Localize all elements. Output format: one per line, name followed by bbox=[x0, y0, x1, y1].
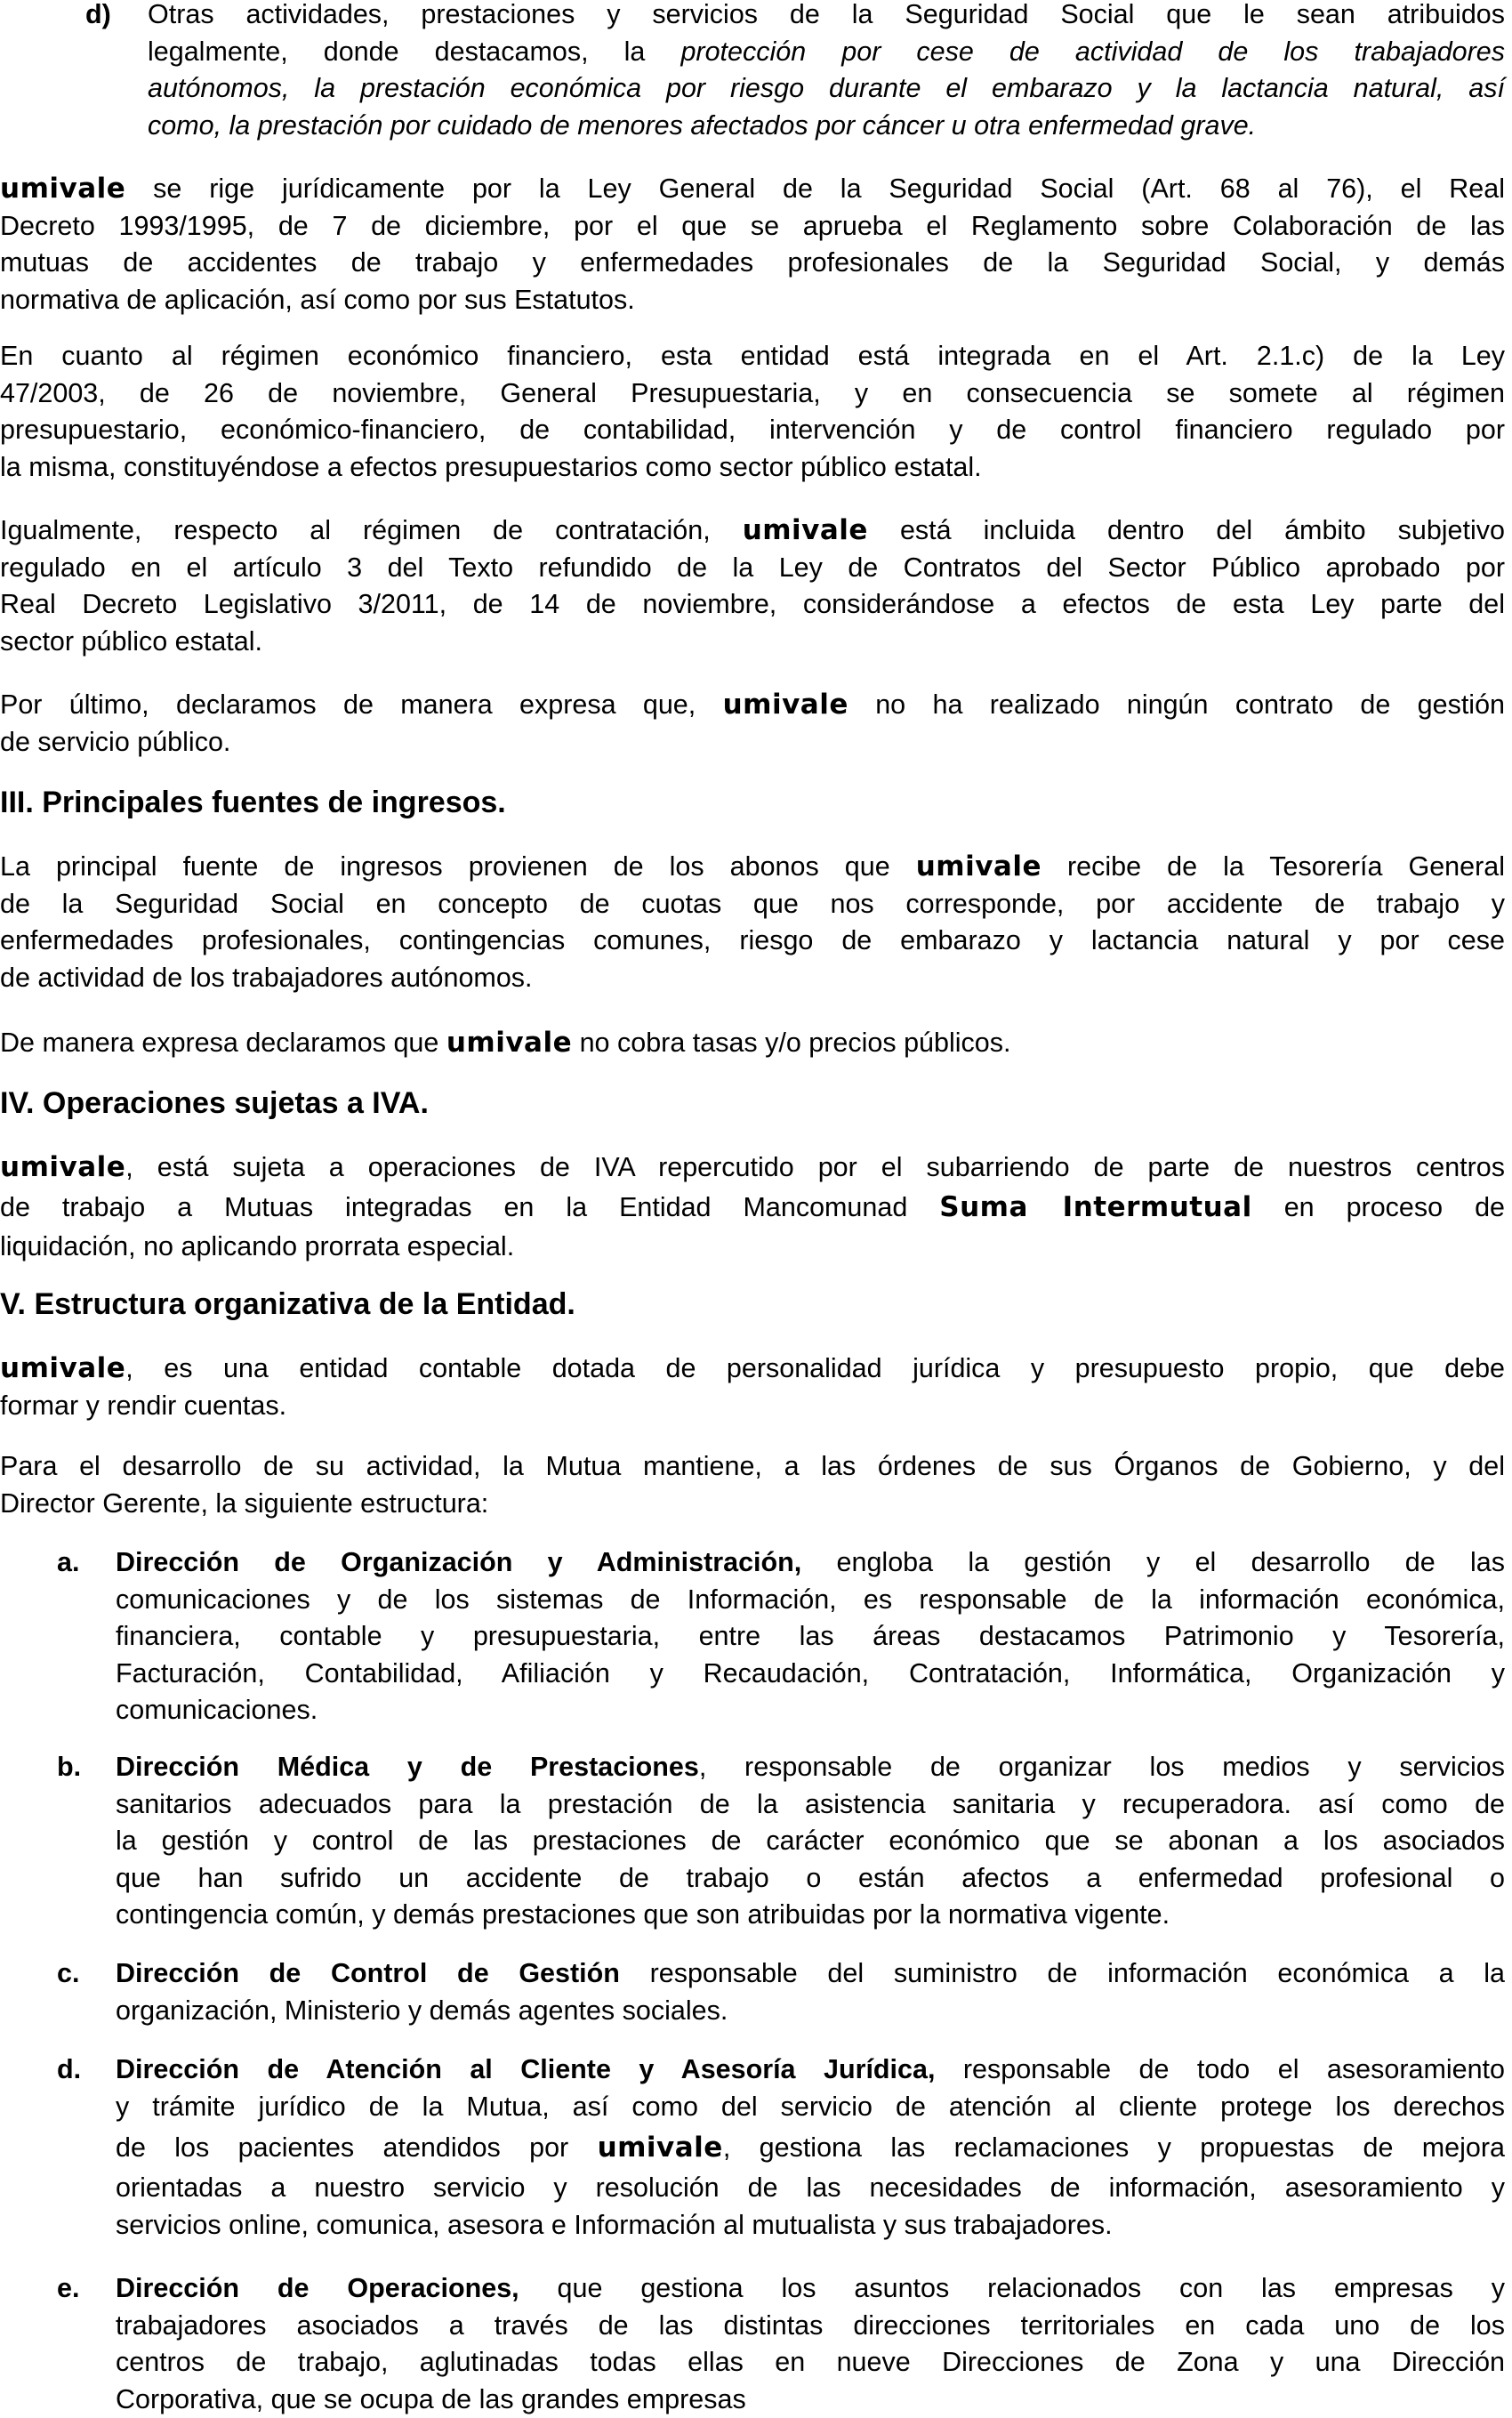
list-item-body bbox=[116, 2270, 1505, 2418]
text-line: de actividad de los trabajadores autónomos. bbox=[0, 962, 533, 993]
text-span: responsable del suministro de información económica a la bbox=[619, 1958, 1505, 1988]
text-line bbox=[148, 34, 1505, 71]
paragraph-economic-regime bbox=[0, 338, 1505, 486]
text-span: está incluida dentro del ámbito subjetivo bbox=[867, 515, 1505, 545]
text-span: , está sujeta a operaciones de IVA repercutido por el subarriendo de parte de nuestros centros bbox=[125, 1152, 1505, 1182]
text-line bbox=[0, 1025, 1505, 1062]
text-line: como, la prestación por cuidado de menores afectados por cáncer u otra enfermedad grave. bbox=[148, 109, 1257, 141]
section-heading-structure: V. Estructura organizativa de la Entidad. bbox=[0, 1287, 575, 1321]
text-span: que gestiona los asuntos relacionados con las empresas y bbox=[519, 2273, 1506, 2303]
text-span: de trabajo a Mutuas integradas en la Entidad Mancomunad bbox=[0, 1191, 940, 1222]
text-line bbox=[0, 849, 1505, 886]
text-line: En cuanto al régimen económico financiero, esta entidad está integrada en el Art. 2.1.c) de la Ley bbox=[0, 341, 1505, 371]
text-line: de la Seguridad Social en concepto de cuotas que nos corresponde, por accidente de trabajo y bbox=[0, 888, 1505, 919]
text-line bbox=[116, 2270, 1505, 2308]
item-title: Dirección de Atención al Cliente y Asesoría Jurídica, bbox=[116, 2054, 936, 2084]
text-span: La principal fuente de ingresos provienen de los abonos que bbox=[0, 851, 916, 882]
list-item-body bbox=[116, 1544, 1505, 1729]
list-marker: e. bbox=[57, 2273, 80, 2303]
section-heading-vat: IV. Operaciones sujetas a IVA. bbox=[0, 1086, 429, 1120]
paragraph-structure-intro bbox=[0, 1448, 1505, 1522]
text-line bbox=[0, 1149, 1505, 1187]
text-line: Facturación, Contabilidad, Afiliación y Recaudación, Contratación, Informática, Organización y bbox=[116, 1657, 1505, 1689]
brand-name-suma: Suma Intermutual bbox=[939, 1190, 1252, 1223]
text-line bbox=[116, 1749, 1505, 1786]
italic-text: protección por cese de actividad de los trabajadores bbox=[680, 36, 1505, 67]
text-line: sector público estatal. bbox=[0, 625, 262, 657]
text-line: regulado en el artículo 3 del Texto refundido de la Ley de Contratos del Sector Público aprobado por bbox=[0, 552, 1505, 583]
text-line: la gestión y control de las prestaciones de carácter económico que se abonan a los asociados bbox=[116, 1826, 1505, 1856]
text-line: financiera, contable y presupuestaria, entre las áreas destacamos Patrimonio y Tesorería, bbox=[116, 1621, 1505, 1651]
text-line: liquidación, no aplicando prorrata especial. bbox=[0, 1230, 515, 1261]
list-item-body bbox=[148, 0, 1505, 144]
brand-name: umivale bbox=[0, 1352, 126, 1384]
list-marker: d) bbox=[85, 0, 111, 29]
item-title: Dirección de Operaciones, bbox=[116, 2273, 519, 2303]
text-line: mutuas de accidentes de trabajo y enfermedades profesionales de la Seguridad Social, y demás bbox=[0, 247, 1505, 278]
list-item-body bbox=[116, 2051, 1505, 2244]
brand-name: umivale bbox=[597, 2132, 723, 2164]
text-span: no cobra tasas y/o precios públicos. bbox=[572, 1028, 1011, 1058]
text-span: se rige jurídicamente por la Ley General de la Seguridad Social (Art. 68 al 76), el Real bbox=[125, 173, 1505, 204]
text-line: trabajadores asociados a través de las distintas direcciones territoriales en cada uno de los bbox=[116, 2309, 1505, 2341]
brand-name: umivale bbox=[0, 1151, 126, 1183]
brand-name: umivale bbox=[0, 173, 126, 205]
text-line: orientadas a nuestro servicio y resolución de las necesidades de información, asesoramiento y bbox=[116, 2172, 1505, 2203]
text-line: Real Decreto Legislativo 3/2011, de 14 de noviembre, considerándose a efectos de esta Ley parte del bbox=[0, 589, 1505, 619]
paragraph-income-sources bbox=[0, 849, 1505, 996]
paragraph-vat bbox=[0, 1149, 1505, 1265]
item-title: Dirección Médica y de Prestaciones bbox=[116, 1752, 699, 1782]
text-line: Decreto 1993/1995, de 7 de diciembre, por el que se aprueba el Reglamento sobre Colaboración de las bbox=[0, 210, 1505, 241]
text-span: , responsable de organizar los medios y servicios bbox=[698, 1752, 1505, 1782]
text-line: Corporativa, que se ocupa de las grandes empresas bbox=[116, 2383, 746, 2414]
text-span: de los pacientes atendidos por bbox=[116, 2132, 598, 2163]
text-line bbox=[116, 2125, 1505, 2170]
text-span: engloba la gestión y el desarrollo de las bbox=[801, 1547, 1506, 1577]
text-line: autónomos, la prestación económica por riesgo durante el embarazo y la lactancia natural, así bbox=[148, 73, 1505, 103]
brand-name: umivale bbox=[446, 1027, 573, 1059]
paragraph-no-fees bbox=[0, 1025, 1505, 1062]
text-line: Director Gerente, la siguiente estructura: bbox=[0, 1487, 489, 1519]
list-marker: c. bbox=[57, 1958, 80, 1988]
text-span: recibe de la Tesorería General bbox=[1041, 851, 1505, 882]
text-line: formar y rendir cuentas. bbox=[0, 1390, 287, 1421]
text-line: Otras actividades, prestaciones y servicios de la Seguridad Social que le sean atribuidos bbox=[148, 0, 1505, 29]
brand-name: umivale bbox=[722, 689, 848, 721]
text-line: organización, Ministerio y demás agentes sociales. bbox=[116, 1995, 728, 2026]
text-line: comunicaciones. bbox=[116, 1695, 318, 1725]
list-marker: b. bbox=[57, 1752, 82, 1782]
text-line bbox=[0, 512, 1505, 550]
list-marker: a. bbox=[57, 1547, 80, 1577]
list-item-body bbox=[116, 1749, 1505, 1934]
text-line bbox=[0, 1187, 1505, 1229]
text-line bbox=[0, 1350, 1505, 1388]
text-line: contingencia común, y demás prestaciones que son atribuidas por la normativa vigente. bbox=[116, 1899, 1170, 1930]
text-line: 47/2003, de 26 de noviembre, General Presupuestaria, y en consecuencia se somete al régimen bbox=[0, 377, 1505, 408]
text-line: sanitarios adecuados para la prestación de la asistencia sanitaria y recuperadora. así como de bbox=[116, 1788, 1505, 1819]
text-span: Igualmente, respecto al régimen de contratación, bbox=[0, 515, 743, 545]
item-title: Dirección de Control de Gestión bbox=[116, 1958, 620, 1988]
text-line: Para el desarrollo de su actividad, la Mutua mantiene, a las órdenes de sus Órganos de Gobierno, y del bbox=[0, 1451, 1505, 1481]
paragraph-contracting bbox=[0, 512, 1505, 660]
text-line bbox=[0, 687, 1505, 724]
text-span: , es una entidad contable dotada de personalidad jurídica y presupuesto propio, que debe bbox=[125, 1353, 1505, 1383]
text-line: que han sufrido un accidente de trabajo o están afectos a enfermedad profesional o bbox=[116, 1862, 1505, 1893]
list-marker: d. bbox=[57, 2054, 82, 2084]
text-span: legalmente, donde destacamos, la bbox=[148, 36, 681, 67]
list-item-body bbox=[116, 1955, 1505, 2029]
paragraph-legal-basis bbox=[0, 171, 1505, 318]
text-line: centros de trabajo, aglutinadas todas ellas en nueve Direcciones de Zona y una Dirección bbox=[116, 2347, 1505, 2377]
text-span: responsable de todo el asesoramiento bbox=[935, 2054, 1505, 2084]
item-title: Dirección de Organización y Administración, bbox=[116, 1547, 802, 1577]
text-span: De manera expresa declaramos que bbox=[0, 1028, 446, 1058]
text-span: Por último, declaramos de manera expresa que, bbox=[0, 689, 723, 720]
section-heading-income: III. Principales fuentes de ingresos. bbox=[0, 786, 506, 819]
text-span: , gestiona las reclamaciones y propuestas de mejora bbox=[722, 2132, 1505, 2163]
text-line bbox=[0, 171, 1505, 208]
text-line: y trámite jurídico de la Mutua, así como del servicio de atención al cliente protege los derechos bbox=[116, 2091, 1505, 2122]
brand-name: umivale bbox=[915, 850, 1042, 883]
text-span: no ha realizado ningún contrato de gestión bbox=[848, 689, 1505, 720]
brand-name: umivale bbox=[742, 514, 868, 546]
text-line: servicios online, comunica, asesora e Información al mutualista y sus trabajadores. bbox=[116, 2209, 1113, 2240]
paragraph-public-service bbox=[0, 687, 1505, 761]
text-line: normativa de aplicación, así como por sus Estatutos. bbox=[0, 284, 635, 315]
text-line: de servicio público. bbox=[0, 726, 231, 757]
text-line: enfermedades profesionales, contingencias comunes, riesgo de embarazo y lactancia natural y por cese bbox=[0, 925, 1505, 955]
text-line bbox=[116, 2051, 1505, 2089]
text-line: la misma, constituyéndose a efectos presupuestarios como sector público estatal. bbox=[0, 451, 982, 482]
text-line bbox=[116, 1955, 1505, 1993]
text-line bbox=[116, 1544, 1505, 1582]
text-span: en proceso de bbox=[1251, 1191, 1505, 1222]
paragraph-entity bbox=[0, 1350, 1505, 1424]
text-line: presupuestario, económico-financiero, de contabilidad, intervención y de control financiero regulado por bbox=[0, 415, 1505, 445]
text-line: comunicaciones y de los sistemas de Información, es responsable de la información económica, bbox=[116, 1584, 1505, 1615]
